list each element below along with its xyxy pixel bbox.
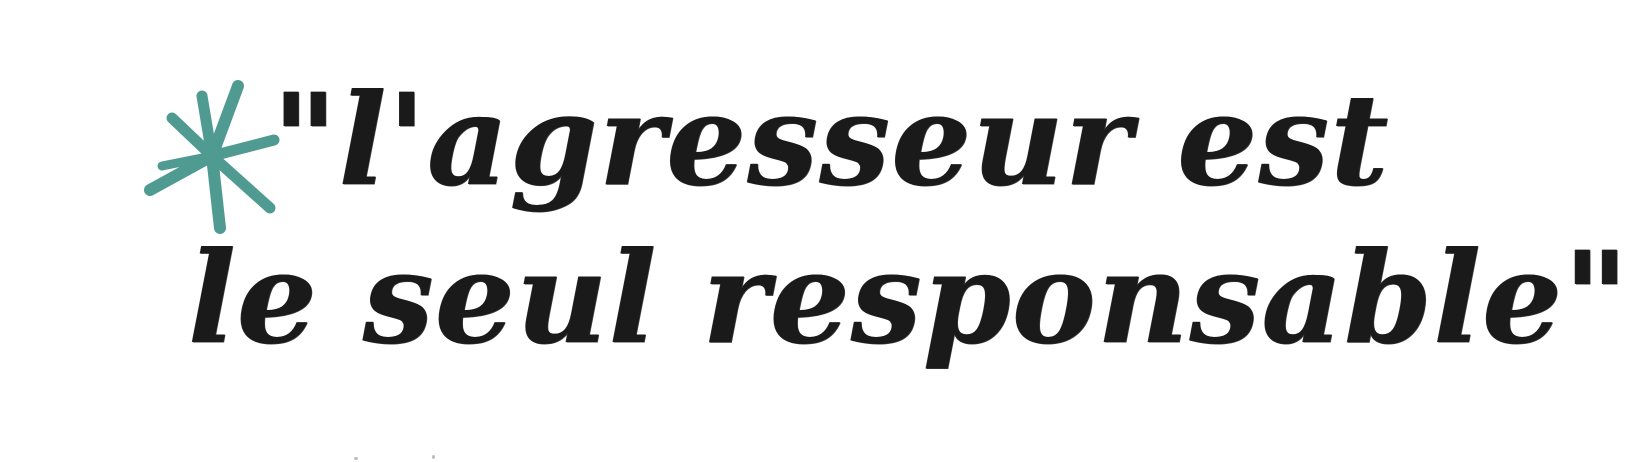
quote-line-2: le seul responsable" <box>188 224 1630 372</box>
asterisk-icon <box>142 78 282 238</box>
quote-line-1: "l'agresseur est <box>272 66 1390 214</box>
paper-speck <box>354 457 358 460</box>
paper-speck <box>432 455 435 459</box>
